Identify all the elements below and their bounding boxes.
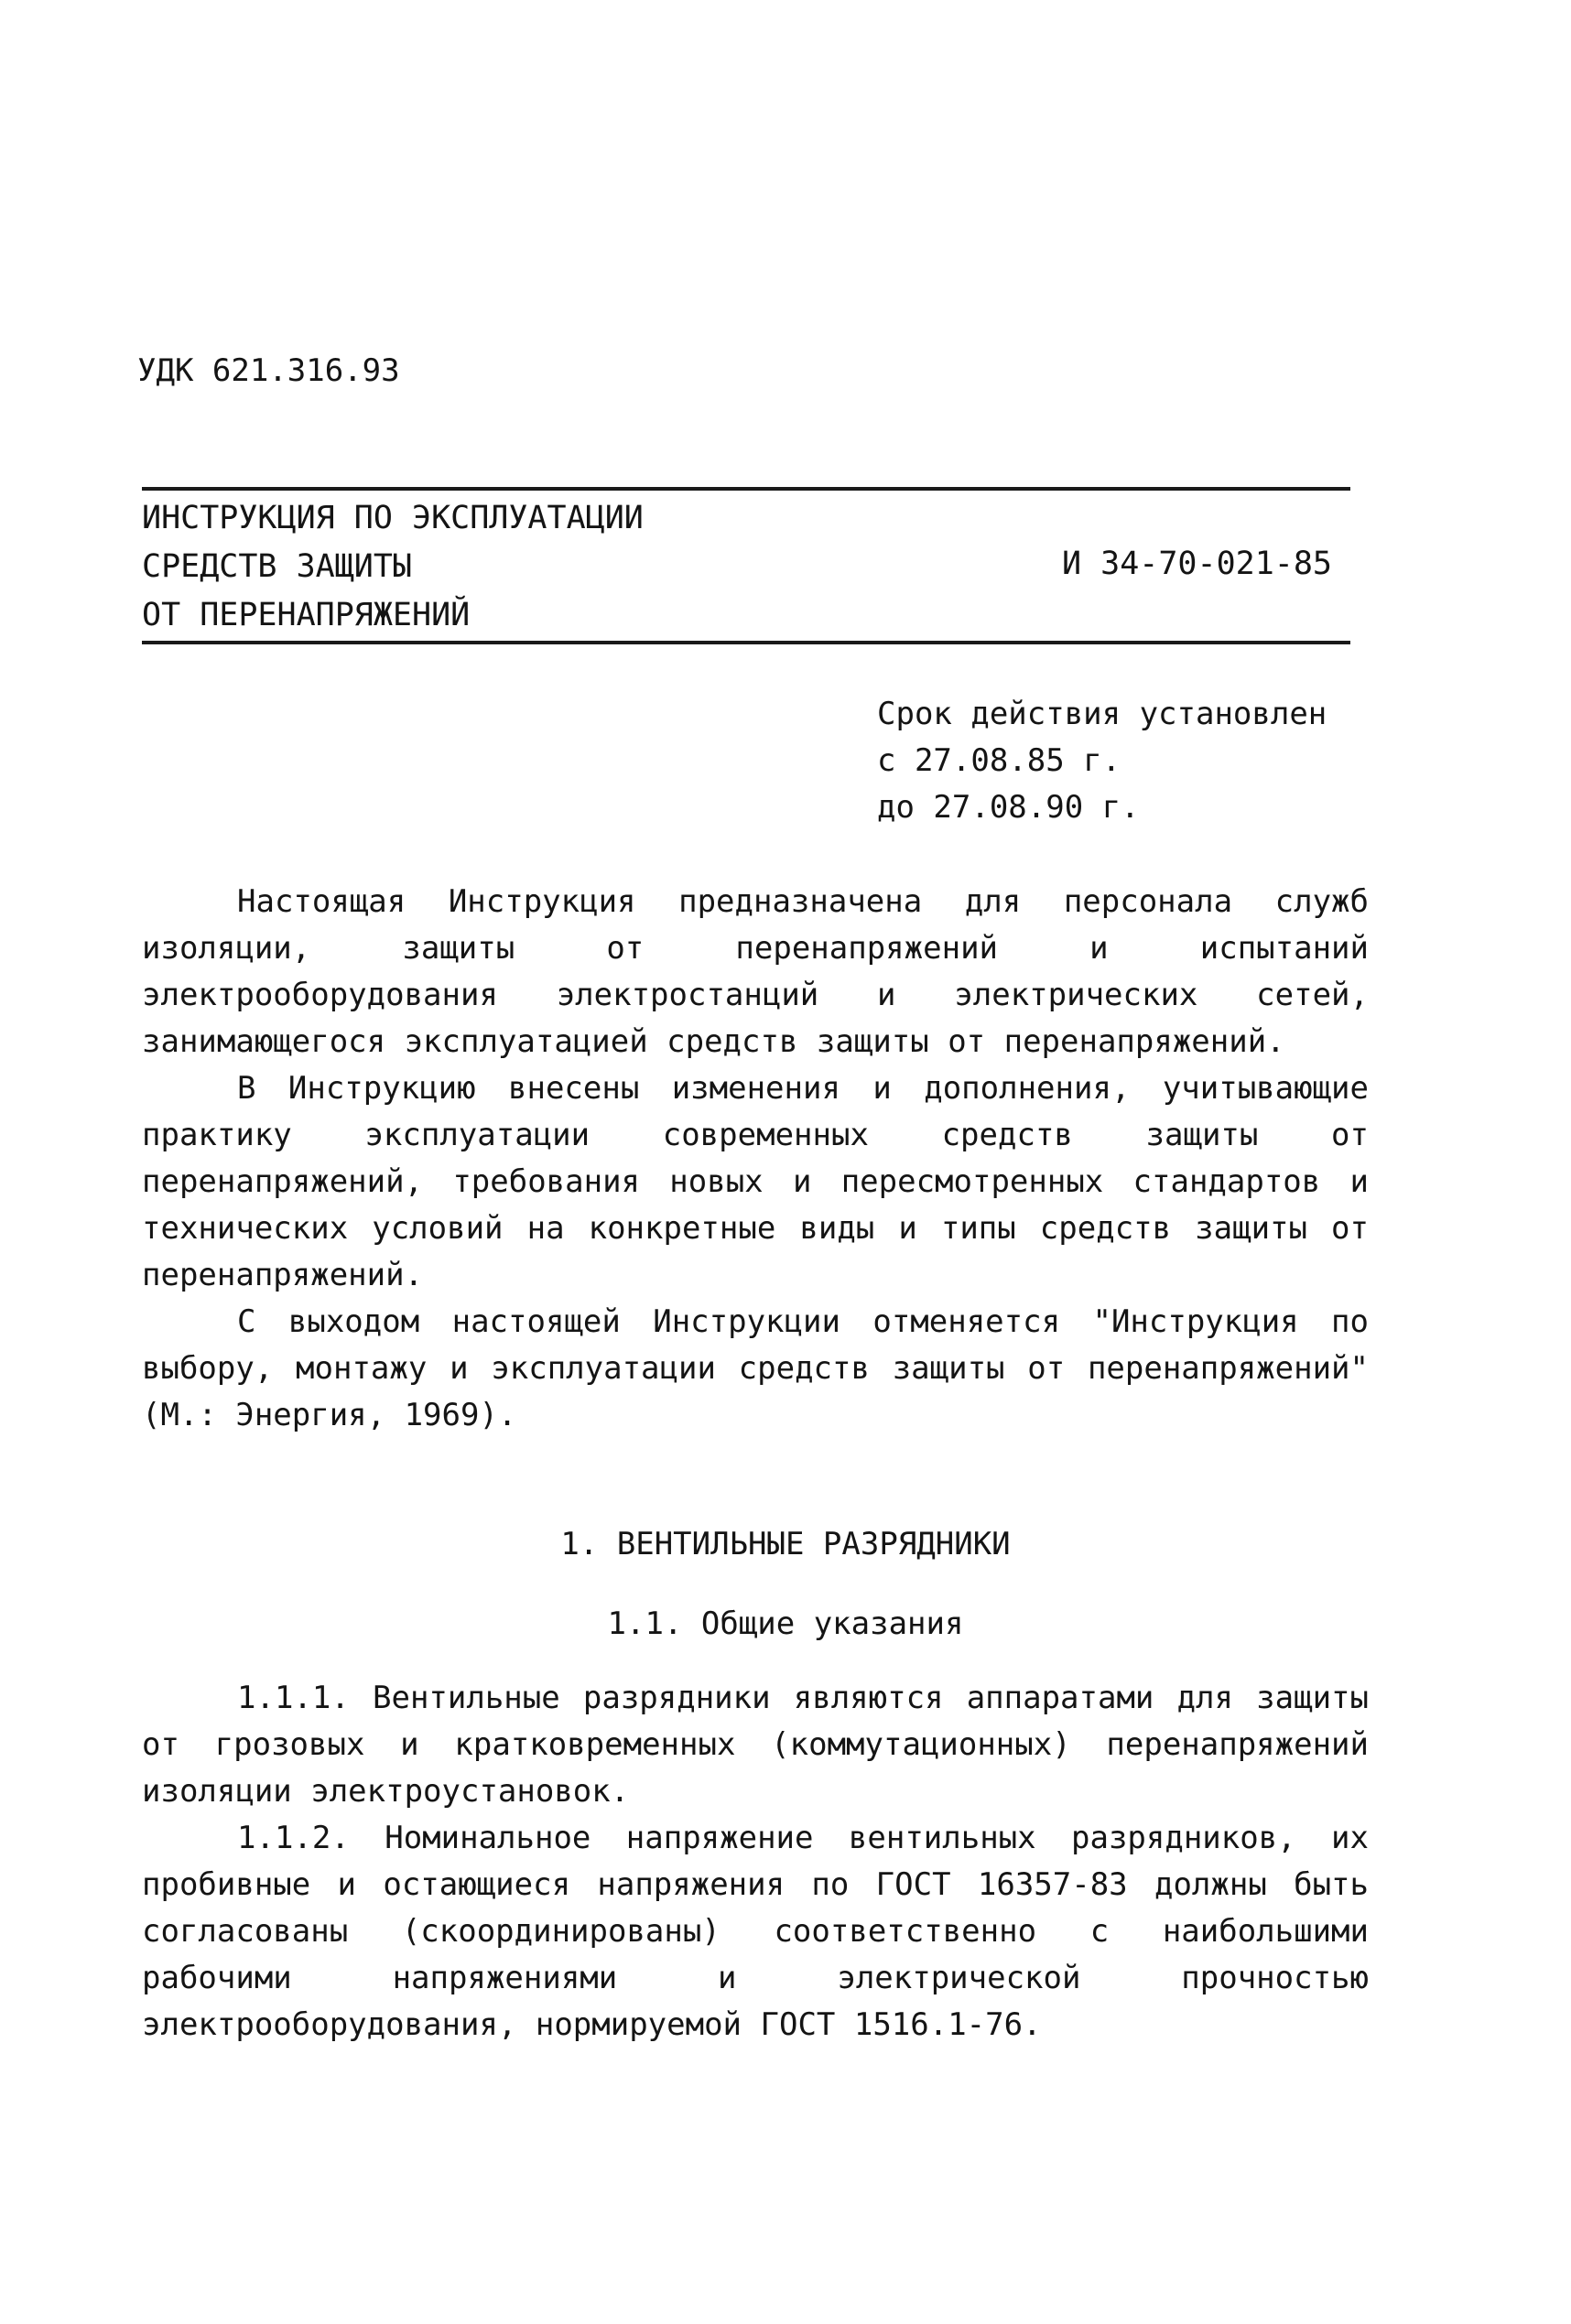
title-top-rule: [142, 487, 1350, 491]
udk-code: УДК 621.316.93: [137, 352, 400, 389]
document-title: [142, 494, 644, 640]
clause-1-1-2: 1.1.2. Номинальное напряжение вентильных разрядников, их пробивные и остающиеся напряжения по ГОСТ 16357-83 должны быть согласованы (скоординированы) соответственно с наибольшими рабочими напряжениями и электрической прочностью электрооборудования, нормируемой ГОСТ 1516.1-76.: [142, 1820, 1369, 2043]
title-line-1: ИНСТРУКЦИЯ ПО ЭКСПЛУАТАЦИИ: [142, 500, 644, 536]
intro-paragraph-purpose: Настоящая Инструкция предназначена для персонала служб изоляции, защиты от перенапряжений и испытаний электрооборудования электростанций и электрических сетей, занимающегося эксплуатацией средств защиты от перенапряжений.: [142, 883, 1369, 1060]
validity-line-1: Срок действия установлен: [877, 696, 1327, 732]
title-line-2: СРЕДСТВ ЗАЩИТЫ: [142, 548, 413, 585]
intro-paragraph-changes: В Инструкцию внесены изменения и дополнения, учитывающие практику эксплуатации современных средств защиты от перенапряжений, требования новых и пересмотренных стандартов и технических условий на конкретные виды и типы средств защиты от перенапряжений.: [142, 1070, 1369, 1293]
intro-paragraph-supersedes: С выходом настоящей Инструкции отменяется "Инструкция по выбору, монтажу и эксплуатации средств защиты от перенапряжений" (М.: Энергия, 1969).: [142, 1303, 1369, 1433]
validity-period: [877, 691, 1327, 831]
title-bottom-rule: [142, 641, 1350, 644]
subsection-heading: 1.1. Общие указания: [607, 1605, 964, 1642]
title-line-3: ОТ ПЕРЕНАПРЯЖЕНИЙ: [142, 597, 471, 633]
section-body: [142, 1675, 1369, 2048]
document-number: И 34-70-021-85: [1062, 546, 1333, 582]
section-heading: 1. ВЕНТИЛЬНЫЕ РАЗРЯДНИКИ: [560, 1526, 1011, 1562]
validity-line-2: с 27.08.85 г.: [877, 742, 1121, 779]
clause-1-1-1: 1.1.1. Вентильные разрядники являются аппаратами для защиты от грозовых и кратковременных (коммутационных) перенапряжений изоляции электроустановок.: [142, 1680, 1369, 1810]
validity-line-3: до 27.08.90 г.: [877, 789, 1140, 826]
intro-section: [142, 879, 1369, 1439]
